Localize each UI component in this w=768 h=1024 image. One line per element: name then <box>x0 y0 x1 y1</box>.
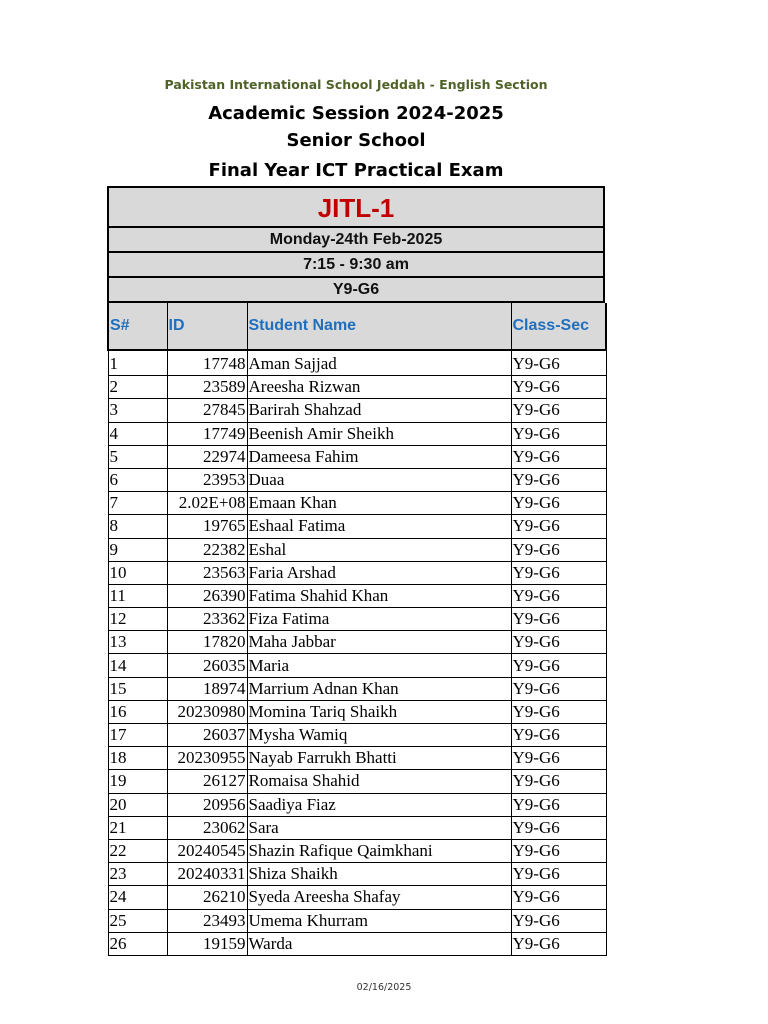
cell-class-sec: Y9-G6 <box>511 747 606 770</box>
cell-serial: 7 <box>108 492 167 515</box>
cell-id: 17748 <box>167 350 247 376</box>
cell-serial: 25 <box>108 909 167 932</box>
table-row <box>108 863 606 886</box>
table-row <box>108 561 606 584</box>
cell-serial: 18 <box>108 747 167 770</box>
exam-date: Monday-24th Feb-2025 <box>107 228 605 253</box>
cell-student-name: Romaisa Shahid <box>247 770 511 793</box>
cell-serial: 8 <box>108 515 167 538</box>
table-row <box>108 468 606 491</box>
cell-student-name: Barirah Shahzad <box>247 399 511 422</box>
cell-serial: 5 <box>108 445 167 468</box>
table-row <box>108 445 606 468</box>
cell-serial: 16 <box>108 700 167 723</box>
cell-id: 23589 <box>167 376 247 399</box>
cell-student-name: Beenish Amir Sheikh <box>247 422 511 445</box>
table-row <box>108 631 606 654</box>
student-table <box>107 303 607 956</box>
cell-class-sec: Y9-G6 <box>511 886 606 909</box>
cell-serial: 24 <box>108 886 167 909</box>
cell-serial: 15 <box>108 677 167 700</box>
table-row <box>108 770 606 793</box>
cell-id: 18974 <box>167 677 247 700</box>
cell-class-sec: Y9-G6 <box>511 631 606 654</box>
cell-serial: 17 <box>108 724 167 747</box>
cell-serial: 19 <box>108 770 167 793</box>
cell-student-name: Maria <box>247 654 511 677</box>
cell-class-sec: Y9-G6 <box>511 561 606 584</box>
exam-heading: Final Year ICT Practical Exam <box>208 160 504 181</box>
cell-serial: 11 <box>108 584 167 607</box>
cell-serial: 3 <box>108 399 167 422</box>
cell-id: 26210 <box>167 886 247 909</box>
cell-serial: 20 <box>108 793 167 816</box>
cell-id: 23362 <box>167 608 247 631</box>
cell-student-name: Areesha Rizwan <box>247 376 511 399</box>
cell-id: 26035 <box>167 654 247 677</box>
cell-id: 17820 <box>167 631 247 654</box>
cell-class-sec: Y9-G6 <box>511 863 606 886</box>
exam-sheet <box>107 186 605 956</box>
cell-serial: 10 <box>108 561 167 584</box>
table-row <box>108 724 606 747</box>
footer-date: 02/16/2025 <box>356 982 412 993</box>
column-header-class: Class-Sec <box>511 303 606 350</box>
cell-class-sec: Y9-G6 <box>511 376 606 399</box>
cell-student-name: Shazin Rafique Qaimkhani <box>247 839 511 862</box>
cell-id: 20240545 <box>167 839 247 862</box>
cell-id: 19765 <box>167 515 247 538</box>
cell-class-sec: Y9-G6 <box>511 584 606 607</box>
table-row <box>108 538 606 561</box>
cell-class-sec: Y9-G6 <box>511 350 606 376</box>
school-name: Pakistan International School Jeddah - English Section <box>164 77 548 92</box>
cell-id: 26127 <box>167 770 247 793</box>
column-header-serial: S# <box>108 303 167 350</box>
cell-class-sec: Y9-G6 <box>511 816 606 839</box>
table-row <box>108 515 606 538</box>
cell-student-name: Maha Jabbar <box>247 631 511 654</box>
cell-id: 19159 <box>167 932 247 955</box>
table-row <box>108 399 606 422</box>
table-row <box>108 747 606 770</box>
cell-student-name: Fatima Shahid Khan <box>247 584 511 607</box>
cell-serial: 26 <box>108 932 167 955</box>
cell-class-sec: Y9-G6 <box>511 793 606 816</box>
cell-id: 17749 <box>167 422 247 445</box>
table-row <box>108 376 606 399</box>
cell-class-sec: Y9-G6 <box>511 932 606 955</box>
table-row <box>108 909 606 932</box>
cell-serial: 12 <box>108 608 167 631</box>
cell-student-name: Mysha Wamiq <box>247 724 511 747</box>
cell-student-name: Marrium Adnan Khan <box>247 677 511 700</box>
cell-id: 22974 <box>167 445 247 468</box>
lab-title: JITL-1 <box>107 186 605 228</box>
table-row <box>108 793 606 816</box>
cell-student-name: Saadiya Fiaz <box>247 793 511 816</box>
cell-serial: 1 <box>108 350 167 376</box>
cell-class-sec: Y9-G6 <box>511 515 606 538</box>
table-row <box>108 422 606 445</box>
cell-class-sec: Y9-G6 <box>511 909 606 932</box>
table-row <box>108 350 606 376</box>
cell-serial: 21 <box>108 816 167 839</box>
cell-id: 20240331 <box>167 863 247 886</box>
cell-serial: 23 <box>108 863 167 886</box>
cell-student-name: Shiza Shaikh <box>247 863 511 886</box>
cell-class-sec: Y9-G6 <box>511 677 606 700</box>
cell-class-sec: Y9-G6 <box>511 839 606 862</box>
table-row <box>108 677 606 700</box>
section-heading: Senior School <box>286 130 426 151</box>
cell-id: 20956 <box>167 793 247 816</box>
cell-id: 2.02E+08 <box>167 492 247 515</box>
cell-id: 26390 <box>167 584 247 607</box>
cell-serial: 2 <box>108 376 167 399</box>
cell-student-name: Dameesa Fahim <box>247 445 511 468</box>
cell-class-sec: Y9-G6 <box>511 445 606 468</box>
cell-student-name: Sara <box>247 816 511 839</box>
cell-serial: 6 <box>108 468 167 491</box>
cell-student-name: Warda <box>247 932 511 955</box>
cell-id: 23953 <box>167 468 247 491</box>
cell-id: 20230980 <box>167 700 247 723</box>
cell-student-name: Duaa <box>247 468 511 491</box>
cell-serial: 22 <box>108 839 167 862</box>
cell-class-sec: Y9-G6 <box>511 422 606 445</box>
cell-class-sec: Y9-G6 <box>511 608 606 631</box>
cell-student-name: Fiza Fatima <box>247 608 511 631</box>
table-row <box>108 654 606 677</box>
table-row <box>108 492 606 515</box>
exam-time: 7:15 - 9:30 am <box>107 253 605 278</box>
table-row <box>108 584 606 607</box>
cell-id: 23493 <box>167 909 247 932</box>
cell-student-name: Momina Tariq Shaikh <box>247 700 511 723</box>
cell-student-name: Umema Khurram <box>247 909 511 932</box>
cell-id: 22382 <box>167 538 247 561</box>
table-header-row <box>108 303 606 350</box>
cell-serial: 14 <box>108 654 167 677</box>
cell-id: 26037 <box>167 724 247 747</box>
cell-class-sec: Y9-G6 <box>511 538 606 561</box>
cell-serial: 4 <box>108 422 167 445</box>
cell-student-name: Nayab Farrukh Bhatti <box>247 747 511 770</box>
column-header-name: Student Name <box>247 303 511 350</box>
cell-id: 27845 <box>167 399 247 422</box>
cell-class-sec: Y9-G6 <box>511 654 606 677</box>
cell-class-sec: Y9-G6 <box>511 724 606 747</box>
session-heading: Academic Session 2024-2025 <box>208 103 504 124</box>
cell-class-sec: Y9-G6 <box>511 492 606 515</box>
cell-id: 23062 <box>167 816 247 839</box>
column-header-id: ID <box>167 303 247 350</box>
table-row <box>108 608 606 631</box>
table-row <box>108 700 606 723</box>
group-label: Y9-G6 <box>107 278 605 303</box>
cell-class-sec: Y9-G6 <box>511 700 606 723</box>
cell-student-name: Eshal <box>247 538 511 561</box>
cell-student-name: Emaan Khan <box>247 492 511 515</box>
cell-class-sec: Y9-G6 <box>511 770 606 793</box>
cell-serial: 13 <box>108 631 167 654</box>
cell-student-name: Faria Arshad <box>247 561 511 584</box>
cell-class-sec: Y9-G6 <box>511 399 606 422</box>
cell-serial: 9 <box>108 538 167 561</box>
cell-id: 23563 <box>167 561 247 584</box>
cell-student-name: Aman Sajjad <box>247 350 511 376</box>
table-row <box>108 886 606 909</box>
table-row <box>108 839 606 862</box>
table-row <box>108 932 606 955</box>
cell-id: 20230955 <box>167 747 247 770</box>
table-row <box>108 816 606 839</box>
cell-student-name: Eshaal Fatima <box>247 515 511 538</box>
cell-student-name: Syeda Areesha Shafay <box>247 886 511 909</box>
cell-class-sec: Y9-G6 <box>511 468 606 491</box>
